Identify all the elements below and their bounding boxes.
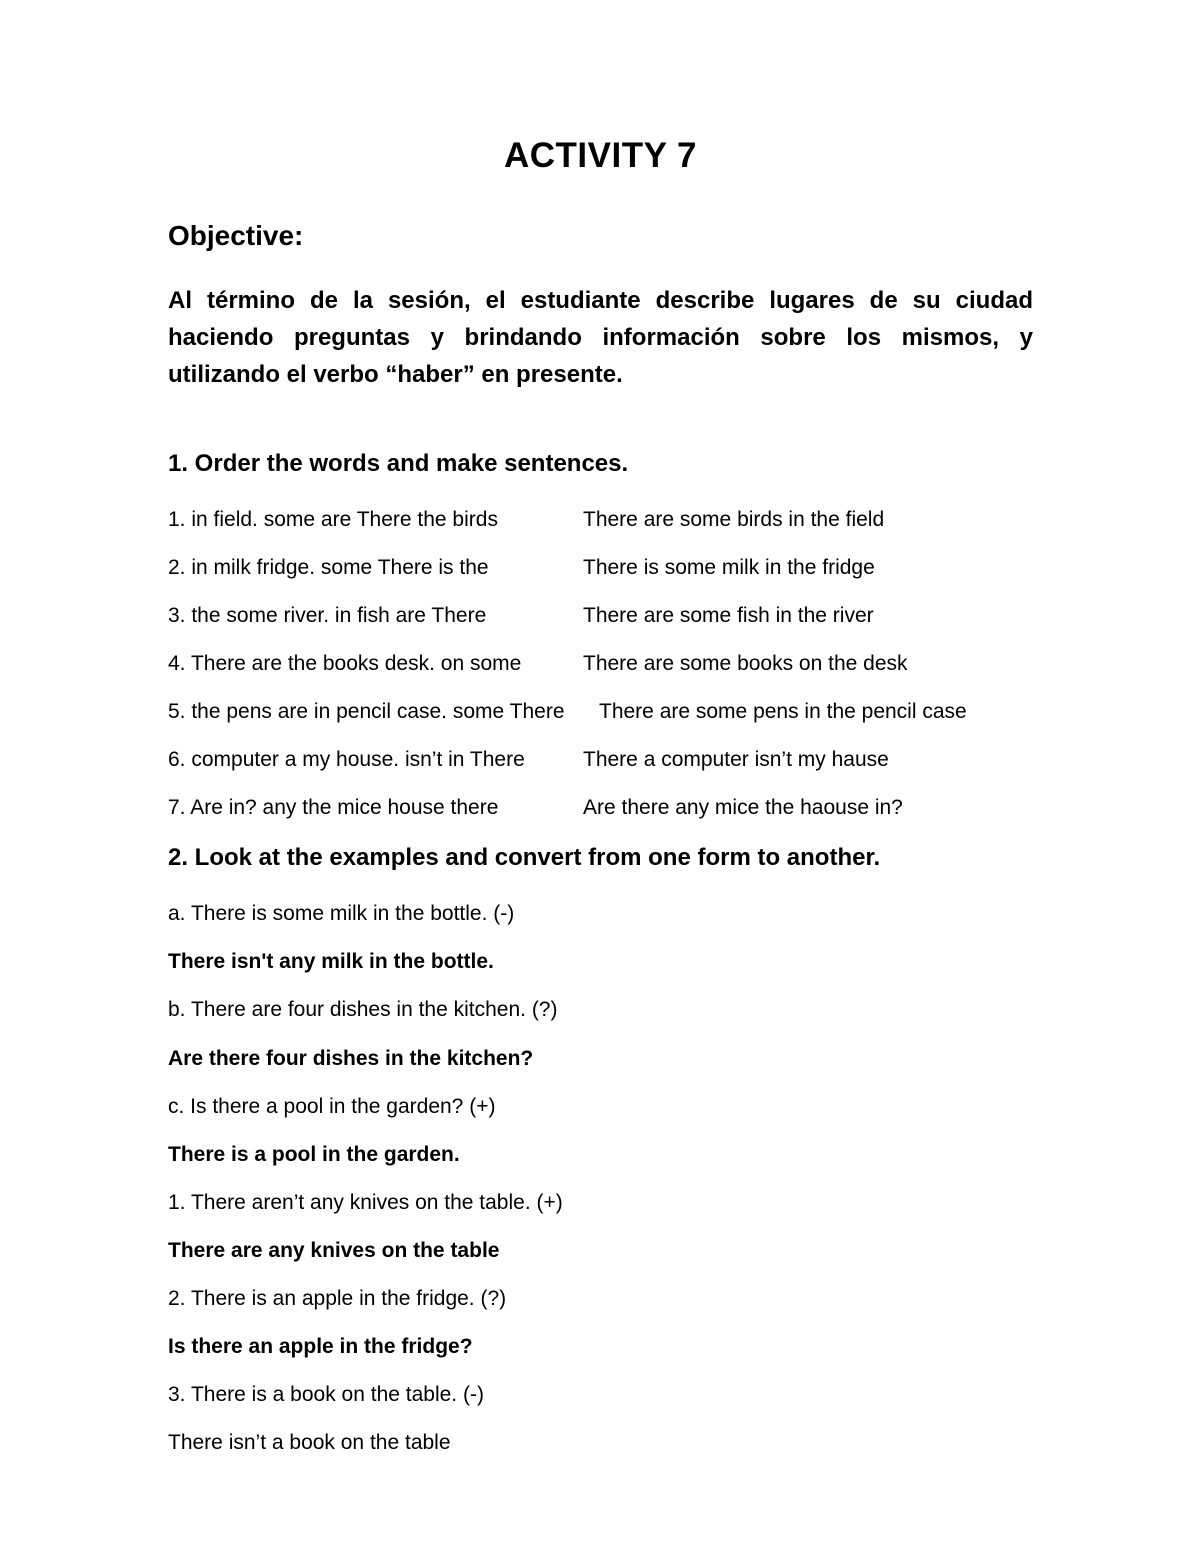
exercise-row (168, 508, 1033, 531)
exercise-prompt: 2. in milk fridge. some There is the (168, 555, 489, 579)
section1-heading: 1. Order the words and make sentences. (168, 449, 629, 477)
conversion-prompt: 1. There aren’t any knives on the table. (+) (168, 1190, 563, 1214)
objective-heading: Objective: (168, 220, 304, 251)
exercise-row (168, 700, 1033, 723)
exercise-answer: Are there any mice the haouse in? (583, 796, 903, 820)
exercise-prompt: 4. There are the books desk. on some (168, 651, 522, 675)
page-title: ACTIVITY 7 (503, 136, 697, 175)
conversion-prompt: b. There are four dishes in the kitchen. (?) (168, 998, 558, 1022)
conversion-answer: There isn’t a book on the table (168, 1431, 451, 1455)
exercise-prompt: 5. the pens are in pencil case. some There (168, 699, 565, 723)
conversion-answer: Are there four dishes in the kitchen? (168, 1046, 534, 1070)
conversion-prompt: 3. There is a book on the table. (-) (168, 1383, 484, 1407)
conversion-answer: There isn't any milk in the bottle. (168, 950, 494, 974)
conversion-prompt: 2. There is an apple in the fridge. (?) (168, 1286, 507, 1310)
exercise-row (168, 796, 1033, 819)
exercise-prompt: 3. the some river. in fish are There (168, 603, 487, 627)
exercise-answer: There are some fish in the river (583, 603, 874, 627)
exercise-answer: There is some milk in the fridge (583, 555, 875, 579)
exercise-prompt: 7. Are in? any the mice house there (168, 796, 499, 820)
exercise-answer: There are some birds in the field (583, 507, 885, 531)
exercise-row (168, 652, 1033, 675)
objective-paragraph: Al término de la sesión, el estudiante describe lugares de su ciudad haciendo preguntas y brindando información sobre los mismos, y utilizando el verbo “haber” en presente. (168, 287, 1033, 389)
exercise-prompt: 6. computer a my house. isn’t in There (168, 748, 525, 772)
exercise-answer: There a computer isn’t my hause (583, 748, 889, 772)
conversion-answer: There are any knives on the table (168, 1238, 500, 1262)
exercise-answer: There are some books on the desk (583, 651, 908, 675)
exercise-answer: There are some pens in the pencil case (599, 699, 967, 723)
section2-heading: 2. Look at the examples and convert from one form to another. (168, 844, 881, 872)
conversion-answer: There is a pool in the garden. (168, 1142, 460, 1166)
exercise-prompt: 1. in field. some are There the birds (168, 507, 498, 531)
conversion-answer: Is there an apple in the fridge? (168, 1335, 473, 1359)
exercise-row (168, 748, 1033, 771)
conversion-prompt: c. Is there a pool in the garden? (+) (168, 1094, 496, 1118)
exercise-row (168, 604, 1033, 627)
conversion-prompt: a. There is some milk in the bottle. (-) (168, 902, 515, 926)
exercise-row (168, 556, 1033, 579)
